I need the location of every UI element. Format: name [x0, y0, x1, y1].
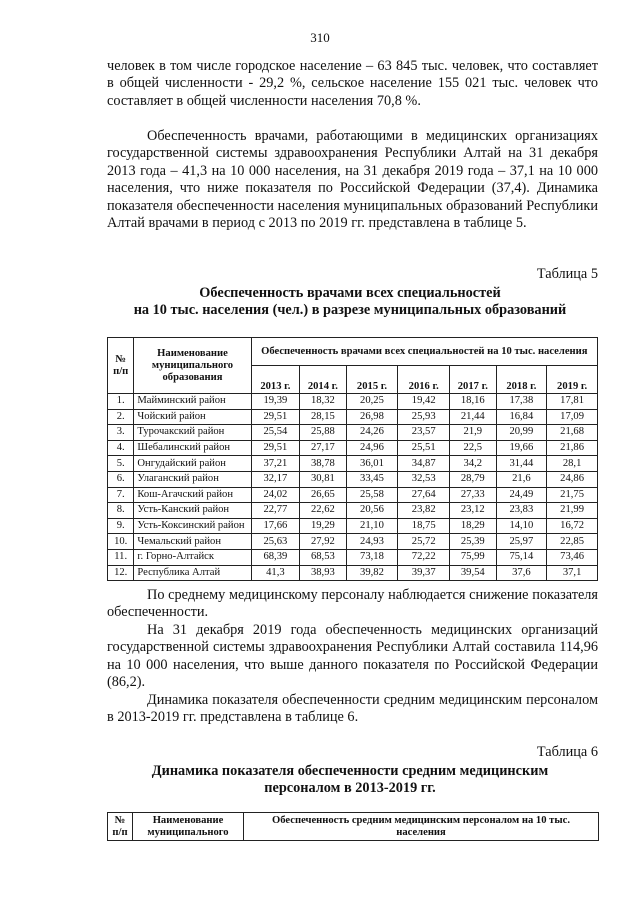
value-cell: 73,18: [346, 549, 398, 565]
table-row: [108, 518, 598, 534]
value-cell: 25,39: [450, 534, 496, 550]
table5-header-year: 2014 г.: [300, 366, 346, 394]
value-cell: 21,6: [496, 471, 547, 487]
value-cell: 24,86: [547, 471, 598, 487]
row-number: 6.: [108, 471, 134, 487]
row-number: 11.: [108, 549, 134, 565]
paragraph-nurses-dynamics: Динамика показателя обеспеченности средним медицинским персоналом в 2013-2019 гг. представлена в таблице 6.: [107, 692, 598, 726]
table5-header-year: 2015 г.: [346, 366, 398, 394]
value-cell: 21,86: [547, 440, 598, 456]
table6-title: [100, 763, 600, 797]
value-cell: 27,92: [300, 534, 346, 550]
value-cell: 21,10: [346, 518, 398, 534]
value-cell: 25,63: [251, 534, 300, 550]
table6-label: Таблица 6: [536, 744, 598, 760]
table-row: [108, 440, 598, 456]
value-cell: 39,82: [346, 565, 398, 581]
value-cell: 23,82: [398, 503, 450, 519]
municipality-name: Республика Алтай: [134, 565, 251, 581]
paragraph-nurses-decline: По среднему медицинскому персоналу наблюдается снижение показателя обеспеченности.: [107, 587, 598, 621]
row-number: 12.: [108, 565, 134, 581]
table5-header-year: 2016 г.: [398, 366, 450, 394]
value-cell: 25,88: [300, 425, 346, 441]
value-cell: 21,75: [547, 487, 598, 503]
value-cell: 31,44: [496, 456, 547, 472]
value-cell: 25,58: [346, 487, 398, 503]
row-number: 7.: [108, 487, 134, 503]
value-cell: 28,79: [450, 471, 496, 487]
value-cell: 75,14: [496, 549, 547, 565]
value-cell: 33,45: [346, 471, 398, 487]
value-cell: 17,66: [251, 518, 300, 534]
value-cell: 36,01: [346, 456, 398, 472]
value-cell: 25,54: [251, 425, 300, 441]
value-cell: 39,54: [450, 565, 496, 581]
municipality-name: Усть-Канский район: [134, 503, 251, 519]
value-cell: 22,77: [251, 503, 300, 519]
value-cell: 26,98: [346, 409, 398, 425]
table5-header-year: 2017 г.: [450, 366, 496, 394]
table-row: [108, 394, 598, 410]
table5-label: Таблица 5: [536, 266, 598, 282]
table-row: [108, 409, 598, 425]
row-number: 3.: [108, 425, 134, 441]
value-cell: 19,42: [398, 394, 450, 410]
table5-title-line1: Обеспеченность врачами всех специальностей: [199, 285, 501, 301]
value-cell: 18,29: [450, 518, 496, 534]
value-cell: 17,81: [547, 394, 598, 410]
value-cell: 32,53: [398, 471, 450, 487]
value-cell: 39,37: [398, 565, 450, 581]
value-cell: 25,72: [398, 534, 450, 550]
value-cell: 28,1: [547, 456, 598, 472]
table-row: [108, 471, 598, 487]
value-cell: 20,99: [496, 425, 547, 441]
table6-header-group: Обеспеченность средним медицинским персоналом на 10 тыс. населения: [244, 813, 599, 841]
value-cell: 68,53: [300, 549, 346, 565]
value-cell: 21,99: [547, 503, 598, 519]
paragraph-nurses-2019: На 31 декабря 2019 года обеспеченность медицинских организаций государственной системы здравоохранения Республики Алтай составила 114,96 на 10 000 населения, что выше данного показателя по Российской Федерации (86,2).: [107, 622, 598, 691]
page-number: 310: [310, 30, 330, 45]
table5-title: [100, 285, 600, 319]
value-cell: 32,17: [251, 471, 300, 487]
value-cell: 23,57: [398, 425, 450, 441]
table-row: [108, 565, 598, 581]
row-number: 5.: [108, 456, 134, 472]
paragraph-doctors: Обеспеченность врачами, работающими в медицинских организациях государственной системы здравоохранения Республики Алтай на 31 декабря 2013 года – 41,3 на 10 000 населения, на 31 декабря 2019 года – 37,1 на 10 000 населения, что ниже показателя по Российской Федерации (37,4). Динамика показателя обеспеченности населения муниципальных образований Республики Алтай врачами в период с 2013 по 2019 гг. представлена в таблице 5.: [107, 128, 598, 232]
value-cell: 38,78: [300, 456, 346, 472]
municipality-name: Чемальский район: [134, 534, 251, 550]
municipality-name: Майминский район: [134, 394, 251, 410]
table-row: [108, 487, 598, 503]
value-cell: 28,15: [300, 409, 346, 425]
value-cell: 34,87: [398, 456, 450, 472]
value-cell: 37,1: [547, 565, 598, 581]
value-cell: 18,16: [450, 394, 496, 410]
table6-title-line1: Динамика показателя обеспеченности средним медицинским: [151, 763, 549, 779]
value-cell: 30,81: [300, 471, 346, 487]
value-cell: 18,32: [300, 394, 346, 410]
value-cell: 25,93: [398, 409, 450, 425]
row-number: 10.: [108, 534, 134, 550]
row-number: 8.: [108, 503, 134, 519]
table6: [107, 812, 599, 841]
value-cell: 22,62: [300, 503, 346, 519]
table-row: [108, 534, 598, 550]
value-cell: 25,97: [496, 534, 547, 550]
value-cell: 24,02: [251, 487, 300, 503]
value-cell: 72,22: [398, 549, 450, 565]
value-cell: 18,75: [398, 518, 450, 534]
value-cell: 21,68: [547, 425, 598, 441]
table-row: [108, 425, 598, 441]
value-cell: 23,83: [496, 503, 547, 519]
table5-title-line2: на 10 тыс. населения (чел.) в разрезе муниципальных образований: [133, 302, 567, 318]
paragraph-population: человек в том числе городское население – 63 845 тыс. человек, что составляет в общей численности - 29,2 %, сельское население 155 021 тыс. человек что составляет в общей численности населения 70,8 %.: [107, 58, 598, 109]
value-cell: 16,84: [496, 409, 547, 425]
value-cell: 17,38: [496, 394, 547, 410]
value-cell: 14,10: [496, 518, 547, 534]
table-row: [108, 456, 598, 472]
value-cell: 27,33: [450, 487, 496, 503]
value-cell: 23,12: [450, 503, 496, 519]
value-cell: 21,44: [450, 409, 496, 425]
row-number: 4.: [108, 440, 134, 456]
value-cell: 22,5: [450, 440, 496, 456]
value-cell: 16,72: [547, 518, 598, 534]
value-cell: 21,9: [450, 425, 496, 441]
table5-header-group: Обеспеченность врачами всех специальностей на 10 тыс. населения: [251, 338, 597, 366]
municipality-name: Усть-Коксинский район: [134, 518, 251, 534]
value-cell: 17,09: [547, 409, 598, 425]
table5-header-name: Наименование муниципального образования: [134, 338, 251, 394]
value-cell: 25,51: [398, 440, 450, 456]
value-cell: 27,64: [398, 487, 450, 503]
value-cell: 20,25: [346, 394, 398, 410]
value-cell: 29,51: [251, 440, 300, 456]
row-number: 1.: [108, 394, 134, 410]
municipality-name: Кош-Агачский район: [134, 487, 251, 503]
value-cell: 19,29: [300, 518, 346, 534]
table6-header-name: Наименование муниципального: [133, 813, 244, 841]
value-cell: 34,2: [450, 456, 496, 472]
municipality-name: г. Горно-Алтайск: [134, 549, 251, 565]
municipality-name: Чойский район: [134, 409, 251, 425]
value-cell: 75,99: [450, 549, 496, 565]
table-row: [108, 503, 598, 519]
value-cell: 20,56: [346, 503, 398, 519]
table5: [107, 337, 598, 581]
value-cell: 38,93: [300, 565, 346, 581]
municipality-name: Турочакский район: [134, 425, 251, 441]
municipality-name: Шебалинский район: [134, 440, 251, 456]
value-cell: 73,46: [547, 549, 598, 565]
table5-header-num: № п/п: [108, 338, 134, 394]
row-number: 2.: [108, 409, 134, 425]
value-cell: 27,17: [300, 440, 346, 456]
value-cell: 41,3: [251, 565, 300, 581]
value-cell: 24,96: [346, 440, 398, 456]
value-cell: 37,6: [496, 565, 547, 581]
table5-header-year: 2018 г.: [496, 366, 547, 394]
value-cell: 19,66: [496, 440, 547, 456]
value-cell: 19,39: [251, 394, 300, 410]
municipality-name: Онгудайский район: [134, 456, 251, 472]
table-row: [108, 549, 598, 565]
value-cell: 24,49: [496, 487, 547, 503]
table6-header-num: № п/п: [108, 813, 133, 841]
value-cell: 29,51: [251, 409, 300, 425]
row-number: 9.: [108, 518, 134, 534]
municipality-name: Улаганский район: [134, 471, 251, 487]
table5-header-year: 2013 г.: [251, 366, 300, 394]
value-cell: 68,39: [251, 549, 300, 565]
value-cell: 24,93: [346, 534, 398, 550]
table6-title-line2: персоналом в 2013-2019 гг.: [264, 780, 436, 796]
value-cell: 37,21: [251, 456, 300, 472]
value-cell: 24,26: [346, 425, 398, 441]
table5-header-year: 2019 г.: [547, 366, 598, 394]
value-cell: 26,65: [300, 487, 346, 503]
value-cell: 22,85: [547, 534, 598, 550]
